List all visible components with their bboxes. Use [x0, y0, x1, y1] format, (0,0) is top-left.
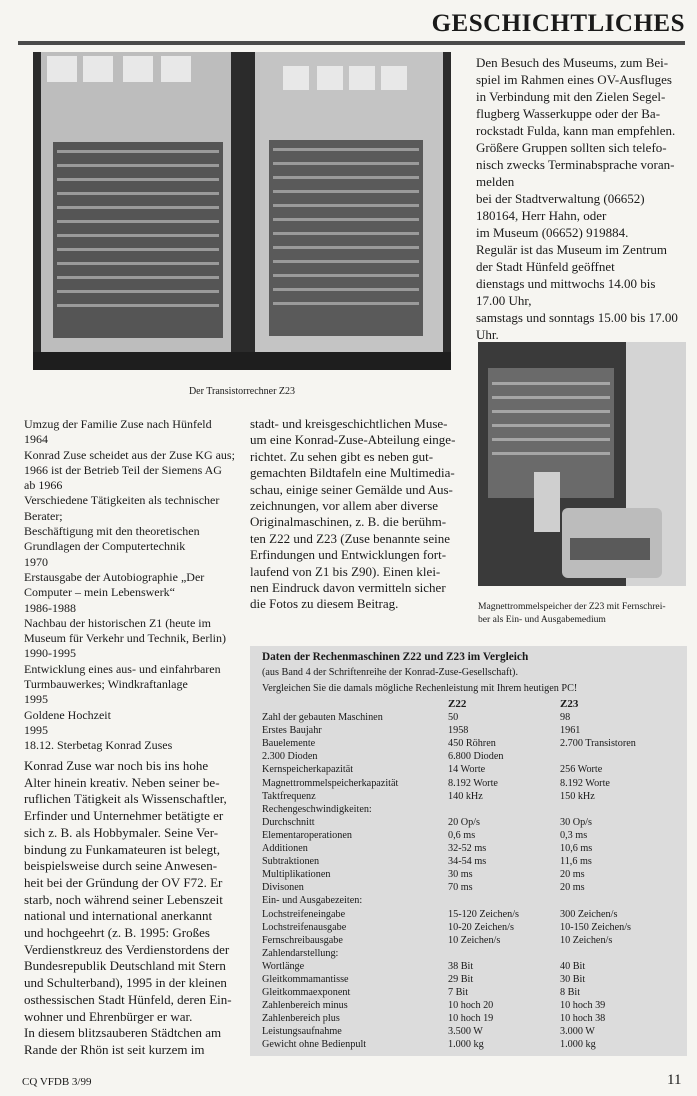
table-row — [262, 1038, 682, 1051]
cell-z23: 40 Bit — [560, 960, 586, 972]
text-line: bindung zu Funkamateuren ist belegt, — [24, 841, 221, 857]
table-row — [262, 868, 682, 881]
row-label: Additionen — [262, 843, 308, 855]
text-line: Den Besuch des Museums, zum Bei- — [476, 55, 669, 70]
text-line: spiel im Rahmen eines OV-Ausfluges — [476, 72, 672, 87]
cell-z23: 10-150 Zeichen/s — [560, 921, 632, 933]
text-line: sich z. B. als Hobbymaler. Seine Ver- — [24, 824, 219, 840]
row-label: Zahlendarstellung: — [262, 947, 339, 959]
timeline-line: 1995 — [24, 722, 48, 737]
cell-z22 — [448, 803, 560, 816]
cell-z23: 1.000 kg — [560, 1039, 596, 1051]
text-line: im Museum (06652) 919884. — [476, 225, 629, 240]
comparison-table-box — [250, 646, 687, 1056]
table-row — [262, 763, 682, 776]
table-row — [262, 711, 682, 724]
text-line: Erfinder und Unternehmer betätigte er — [24, 808, 224, 824]
text-line: Erfindungen und Entwicklungen fort- — [250, 547, 447, 563]
text-line: um eine Konrad-Zuse-Abteilung einge- — [250, 432, 456, 448]
cell-z22: 14 Worte — [448, 764, 486, 776]
text-line: 180164, Herr Hahn, oder — [476, 208, 607, 223]
caption-line: Magnettrommelspeicher der Z23 mit Fernschrei- — [478, 601, 666, 612]
drum-caption — [478, 600, 690, 626]
timeline-line: Umzug der Familie Zuse nach Hünfeld — [24, 417, 212, 431]
cell-z22: 10 hoch 19 — [448, 1013, 494, 1025]
cell-z23: 10 hoch 38 — [560, 1013, 606, 1025]
row-label: Rechengeschwindigkeiten: — [262, 803, 372, 815]
cell-z22: 450 Röhren — [448, 738, 496, 750]
text-line: und hochgeehrt (z. B. 1995: Großes — [24, 925, 210, 941]
cell-z23: 30 Bit — [560, 973, 586, 985]
text-line: beispielsweise durch seine Anwesen- — [24, 858, 218, 874]
cell-z23: 20 ms — [560, 882, 585, 894]
text-line: Regulär ist das Museum im Zentrum — [476, 242, 668, 257]
row-label: Gewicht ohne Bedienpult — [262, 1039, 367, 1051]
table-row — [262, 908, 682, 921]
row-label: Divisonen — [262, 882, 304, 894]
table-title: Daten der Rechenmaschinen Z22 und Z23 im Vergleich — [262, 651, 529, 663]
text-line: richtet. Zu sehen gibt es neben gut- — [250, 448, 434, 464]
timeline-line: Grundlagen der Computertechnik — [24, 539, 186, 554]
right-column-text — [476, 54, 686, 343]
text-line: osthessischen Stadt Hünfeld, deren Ein- — [24, 991, 232, 1007]
text-line: bei der Stadtverwaltung (06652) — [476, 191, 645, 206]
cell-z23 — [560, 803, 680, 816]
cell-z23: 8.192 Worte — [560, 777, 610, 789]
row-label: Bauelemente — [262, 738, 316, 750]
row-label: Kernspeicherkapazität — [262, 764, 354, 776]
text-line: 17.00 Uhr, — [476, 293, 532, 308]
timeline-line: Goldene Hochzeit — [24, 707, 111, 722]
row-label: Fernschreibausgabe — [262, 934, 343, 946]
text-line: stadt- und kreisgeschichtlichen Muse- — [250, 416, 448, 431]
text-line: und Schulterband), 1995 in der kleinen — [24, 975, 227, 991]
table-row — [262, 842, 682, 855]
timeline-line: Turmbauwerkes; Windkraftanlage — [24, 677, 188, 692]
cell-z23: 3.000 W — [560, 1026, 595, 1038]
column-header-z23: Z23 — [560, 698, 579, 710]
timeline-line: Computer – mein Lebenswerk“ — [24, 585, 175, 600]
drum-illustration — [478, 342, 686, 586]
cell-z22: 15-120 Zeichen/s — [448, 908, 520, 920]
timeline-line: Berater; — [24, 508, 63, 523]
timeline-line: 1970 — [24, 554, 48, 569]
row-label: Lochstreifenausgabe — [262, 921, 347, 933]
table-row — [262, 829, 682, 842]
timeline-line: Museum für Verkehr und Technik, Berlin) — [24, 631, 227, 646]
table-body — [262, 711, 682, 1051]
table-row — [262, 881, 682, 894]
cell-z23: 10 Zeichen/s — [560, 934, 613, 946]
table-row — [262, 999, 682, 1012]
row-label: Gleitkommamantisse — [262, 973, 349, 985]
timeline-line: 1995 — [24, 692, 48, 707]
table-row — [262, 921, 682, 934]
cell-z23: 30 Op/s — [560, 816, 592, 828]
cell-z22: 38 Bit — [448, 960, 474, 972]
timeline-line: Entwicklung eines aus- und einfahrbaren — [24, 661, 221, 676]
text-line: starb, noch während seiner Lebenszeit — [24, 891, 223, 907]
cell-z22: 3.500 W — [448, 1026, 483, 1038]
table-row — [262, 986, 682, 999]
comparison-table — [262, 698, 682, 1052]
table-row — [262, 790, 682, 803]
row-label: Zahl der gebauten Maschinen — [262, 712, 383, 724]
footer-issue: CQ VFDB 3/99 — [22, 1076, 92, 1088]
table-row — [262, 816, 682, 829]
page-number: 11 — [667, 1072, 682, 1088]
text-line: In diesem blitzsauberen Städtchen am — [24, 1025, 222, 1041]
text-line: wohner und Ehrenbürger er war. — [24, 1008, 193, 1024]
timeline-list — [24, 417, 236, 754]
table-row — [262, 724, 682, 737]
cell-z23 — [560, 750, 680, 763]
text-line: nisch zwecks Terminabsprache voran- — [476, 157, 675, 172]
text-line: Alter hinein kreativ. Neben seiner be- — [24, 774, 220, 790]
text-line: Rande der Rhön ist seit kurzem im — [24, 1041, 205, 1057]
timeline-line: 1966 ist der Betrieb Teil der Siemens AG — [24, 462, 222, 477]
table-row — [262, 947, 682, 960]
text-line: laufend von Z1 bis Z90). Einen klei- — [250, 563, 441, 579]
text-line: schau, einige seiner Gemälde und Aus- — [250, 481, 453, 497]
text-line: Uhr. — [476, 327, 499, 342]
cell-z23: 150 kHz — [560, 790, 595, 802]
z23-caption: Der Transistorrechner Z23 — [188, 386, 296, 397]
timeline-line: 18.12. Sterbetag Konrad Zuses — [24, 738, 173, 753]
text-line: zeichnungen, vor allem aber diverse — [250, 498, 439, 514]
cell-z22: 10-20 Zeichen/s — [448, 921, 514, 933]
row-label: Leistungsaufnahme — [262, 1026, 342, 1038]
text-line: heit bei der Gründung der OV F72. Er — [24, 874, 223, 890]
row-label: Zahlenbereich minus — [262, 1000, 348, 1012]
text-line: Originalmaschinen, z. B. die berühm- — [250, 514, 447, 530]
row-label: Durchschnitt — [262, 816, 315, 828]
cell-z23: 11,6 ms — [560, 856, 592, 868]
cell-z23: 10,6 ms — [560, 843, 593, 855]
row-label: Lochstreifeneingabe — [262, 908, 346, 920]
row-label: Multiplikationen — [262, 869, 331, 881]
row-label: Erstes Baujahr — [262, 725, 322, 737]
table-row — [262, 855, 682, 868]
table-header-row — [262, 698, 682, 711]
timeline-line: Verschiedene Tätigkeiten als technischer — [24, 493, 220, 508]
cell-z22: 7 Bit — [448, 987, 469, 999]
timeline-line: Nachbau der historischen Z1 (heute im — [24, 615, 211, 630]
header-rule — [18, 41, 685, 45]
text-line: Konrad Zuse war noch bis ins hohe — [24, 758, 209, 773]
text-line: flugberg Wasserkuppe oder der Ba- — [476, 106, 661, 121]
cell-z23 — [560, 947, 680, 960]
text-line: melden — [476, 174, 515, 189]
text-line: samstags und sonntags 15.00 bis 17.00 — [476, 310, 678, 325]
text-line: ten Z22 und Z23 (Zuse benannte seine — [250, 530, 450, 546]
cell-z23: 8 Bit — [560, 987, 581, 999]
cell-z22: 1.000 kg — [448, 1039, 484, 1051]
cell-z22: 6.800 Dioden — [448, 751, 504, 763]
timeline-line: 1964 — [24, 432, 48, 447]
table-row — [262, 894, 682, 907]
cell-z23: 1961 — [560, 725, 581, 737]
cell-z22: 20 Op/s — [448, 816, 480, 828]
cell-z22: 29 Bit — [448, 973, 474, 985]
cell-z23: 0,3 ms — [560, 829, 588, 841]
cell-z23: 2.700 Transistoren — [560, 738, 636, 750]
table-row — [262, 737, 682, 750]
cell-z23: 98 — [560, 712, 571, 724]
page-title: GESCHICHTLICHES — [431, 10, 685, 37]
table-row — [262, 1012, 682, 1025]
table-row — [262, 960, 682, 973]
cell-z22: 1958 — [448, 725, 469, 737]
column-header-z22: Z22 — [448, 698, 467, 710]
left-bottom-text — [24, 758, 236, 1059]
cell-z23 — [560, 894, 680, 907]
row-label: Subtraktionen — [262, 856, 320, 868]
timeline-line: ab 1966 — [24, 478, 63, 493]
middle-column-text — [250, 416, 460, 613]
table-row — [262, 803, 682, 816]
text-line: rockstadt Fulda, kann man empfehlen. — [476, 123, 676, 138]
table-row — [262, 750, 682, 763]
cell-z22: 8.192 Worte — [448, 777, 498, 789]
cell-z22: 34-54 ms — [448, 856, 487, 868]
text-line: ruflichen Tätigkeit als Wissenschaftler, — [24, 791, 227, 807]
cell-z23: 256 Worte — [560, 764, 603, 776]
cell-z23: 10 hoch 39 — [560, 1000, 606, 1012]
row-label: 2.300 Dioden — [262, 751, 318, 763]
timeline-line: 1990-1995 — [24, 646, 76, 661]
cell-z22: 50 — [448, 712, 459, 724]
cell-z22 — [448, 894, 560, 907]
cell-z22: 32-52 ms — [448, 843, 487, 855]
row-label: Ein- und Ausgabezeiten: — [262, 895, 363, 907]
cell-z22: 10 Zeichen/s — [448, 934, 501, 946]
table-row — [262, 934, 682, 947]
text-line: nen Eindruck davon vermitteln sicher — [250, 580, 446, 596]
row-label: Magnettrommelspeicherkapazität — [262, 777, 399, 789]
cell-z22: 140 kHz — [448, 790, 483, 802]
z23-illustration — [33, 52, 451, 370]
row-label: Taktfrequenz — [262, 790, 316, 802]
row-label: Elementaroperationen — [262, 829, 352, 841]
photo-drum-memory — [478, 342, 686, 586]
caption-line: ber als Ein- und Ausgabemedium — [478, 614, 606, 625]
text-line: Verdienstkreuz des Verdienstordens der — [24, 941, 230, 957]
table-row — [262, 1025, 682, 1038]
photo-z23 — [33, 52, 451, 370]
timeline-line: 1986-1988 — [24, 600, 76, 615]
row-label: Zahlenbereich plus — [262, 1013, 340, 1025]
timeline-line: Erstausgabe der Autobiographie „Der — [24, 569, 205, 584]
timeline-line: Beschäftigung mit den theoretischen — [24, 524, 200, 539]
text-line: national und international anerkannt — [24, 908, 213, 924]
table-source: (aus Band 4 der Schriftenreihe der Konrad-Zuse-Gesellschaft). — [262, 667, 519, 678]
table-intro: Vergleichen Sie die damals mögliche Rechenleistung mit Ihrem heutigen PC! — [262, 683, 578, 694]
cell-z22: 70 ms — [448, 882, 473, 894]
cell-z22: 30 ms — [448, 869, 473, 881]
row-label: Wortlänge — [262, 960, 305, 972]
timeline-line: Konrad Zuse scheidet aus der Zuse KG aus; — [24, 447, 235, 462]
cell-z22 — [448, 947, 560, 960]
row-label: Gleitkommaexponent — [262, 987, 351, 999]
cell-z22: 10 hoch 20 — [448, 1000, 494, 1012]
text-line: gemachten Bildtafeln eine Multimedia- — [250, 465, 455, 481]
text-line: der Stadt Hünfeld geöffnet — [476, 259, 615, 274]
cell-z23: 300 Zeichen/s — [560, 908, 618, 920]
text-line: die Fotos zu diesem Beitrag. — [250, 596, 399, 612]
text-line: Größere Gruppen sollten sich telefo- — [476, 140, 667, 155]
text-line: dienstags und mittwochs 14.00 bis — [476, 276, 656, 291]
text-line: Bundesrepublik Deutschland mit Stern — [24, 958, 226, 974]
cell-z22: 0,6 ms — [448, 829, 476, 841]
text-line: in Verbindung mit den Zielen Segel- — [476, 89, 666, 104]
cell-z23: 20 ms — [560, 869, 585, 881]
table-row — [262, 777, 682, 790]
table-row — [262, 973, 682, 986]
